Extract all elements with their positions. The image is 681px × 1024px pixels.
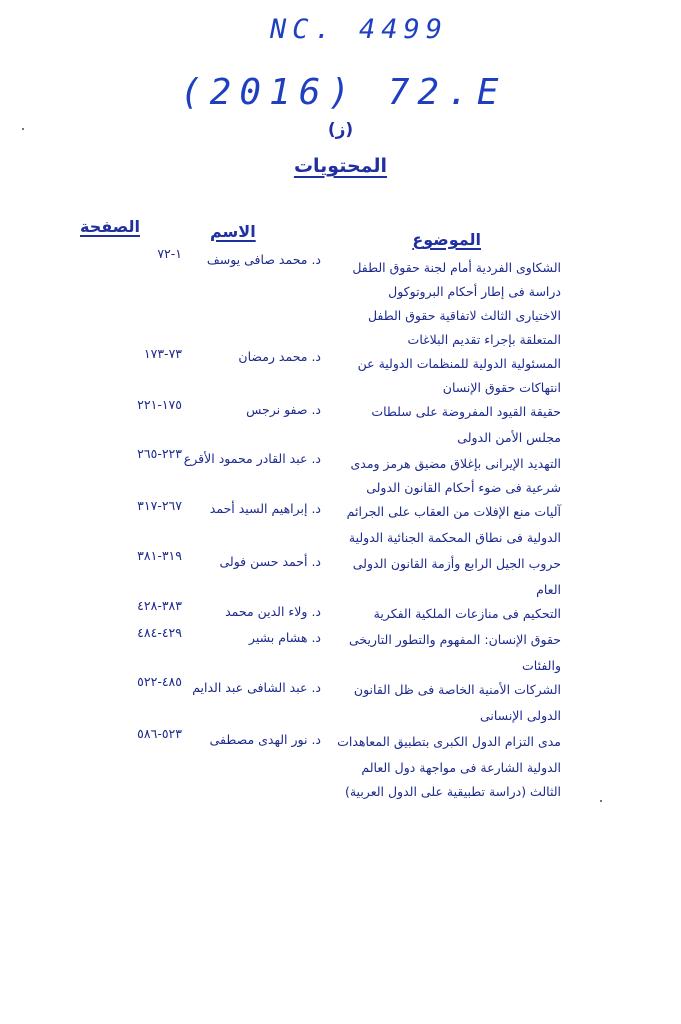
entry-topic-line: انتهاكات حقوق الإنسان — [442, 380, 561, 395]
entry-author: د. هشام بشير — [248, 630, 321, 645]
entry-topic-line: مدى التزام الدول الكبرى بتطبيق المعاهدات — [337, 734, 561, 749]
entry-topic-line: الدولية الشارعة فى مواجهة دول العالم — [361, 760, 561, 775]
entry-pages: ٤٢٩-٤٨٤ — [137, 625, 182, 640]
page-title — [0, 155, 681, 177]
entry-topic-line: والفئات — [522, 658, 561, 673]
entry-pages: ٥٢٣-٥٨٦ — [137, 726, 182, 741]
entry-topic-line: الدولية فى نطاق المحكمة الجنائية الدولية — [348, 530, 561, 545]
entry-author: د. عبد القادر محمود الأقرع — [183, 451, 321, 466]
entry-pages: ٧٣-١٧٣ — [143, 346, 182, 361]
entry-pages: ٢٦٧-٣١٧ — [137, 498, 182, 513]
entry-topic-line: حروب الجيل الرابع وأزمة القانون الدولى — [352, 556, 561, 571]
entry-topic-line: شرعية فى ضوء أحكام القانون الدولى — [366, 480, 561, 495]
header-name: الاسم — [210, 222, 256, 241]
entry-author: د. إبراهيم السيد أحمد — [209, 501, 321, 516]
entry-pages: ٢٢٣-٢٦٥ — [137, 446, 182, 461]
entry-topic-line: التحكيم فى منازعات الملكية الفكرية — [373, 606, 561, 621]
header-page: الصفحة — [80, 217, 141, 236]
entry-topic-line: حقوق الإنسان: المفهوم والتطور التاريخى — [348, 632, 561, 647]
entry-topic-line: مجلس الأمن الدولى — [457, 430, 561, 445]
entry-pages: ٣٨٣-٤٢٨ — [137, 598, 182, 613]
entry-author: د. نور الهدى مصطفى — [209, 732, 321, 747]
entry-topic-line: التهديد الإيرانى بإغلاق مضيق هرمز ومدى — [350, 456, 561, 471]
entry-topic-line: الاختيارى الثالث لاتفاقية حقوق الطفل — [367, 308, 561, 323]
entry-topic-line: حقيقة القيود المفروضة على سلطات — [371, 404, 561, 419]
section-mark: (ز) — [327, 120, 354, 140]
entry-topic-line: العام — [536, 582, 561, 597]
entry-topic-line: دراسة فى إطار أحكام البروتوكول — [388, 284, 561, 299]
entry-topic-line: الثالث (دراسة تطبيقية على الدول العربية) — [344, 784, 561, 799]
entry-author: د. محمد رمضان — [238, 349, 321, 364]
header-topic: الموضوع — [412, 230, 481, 249]
entry-topic-line: الشكاوى الفردية أمام لجنة حقوق الطفل — [352, 260, 561, 275]
entry-author: د. محمد صافى يوسف — [206, 252, 321, 267]
entry-pages: ١٧٥-٢٢١ — [137, 397, 182, 412]
entry-pages: ٤٨٥-٥٢٢ — [137, 674, 182, 689]
handwritten-volume-number: (2016) 72.E — [180, 72, 507, 113]
entry-author: د. ولاء الدين محمد — [225, 604, 321, 619]
entry-author: د. عبد الشافى عبد الدايم — [192, 680, 321, 695]
handwritten-call-number: NC. 4499 — [270, 14, 449, 45]
scan-speck — [600, 800, 602, 802]
entry-author: د. أحمد حسن فولى — [219, 554, 321, 569]
entry-pages: ١-٧٢ — [157, 246, 182, 261]
entry-author: د. صفو نرجس — [246, 402, 321, 417]
page-title-text: المحتويات — [293, 155, 388, 177]
entry-pages: ٣١٩-٣٨١ — [137, 548, 182, 563]
entry-topic-line: آليات منع الإفلات من العقاب على الجرائم — [346, 504, 561, 519]
entry-topic-line: المتعلقة بإجراء تقديم البلاغات — [407, 332, 561, 347]
entry-topic-line: الدولى الإنسانى — [479, 708, 561, 723]
scan-speck — [22, 128, 24, 130]
entry-topic-line: المسئولية الدولية للمنظمات الدولية عن — [357, 356, 561, 371]
entry-topic-line: الشركات الأمنية الخاصة فى ظل القانون — [353, 682, 561, 697]
